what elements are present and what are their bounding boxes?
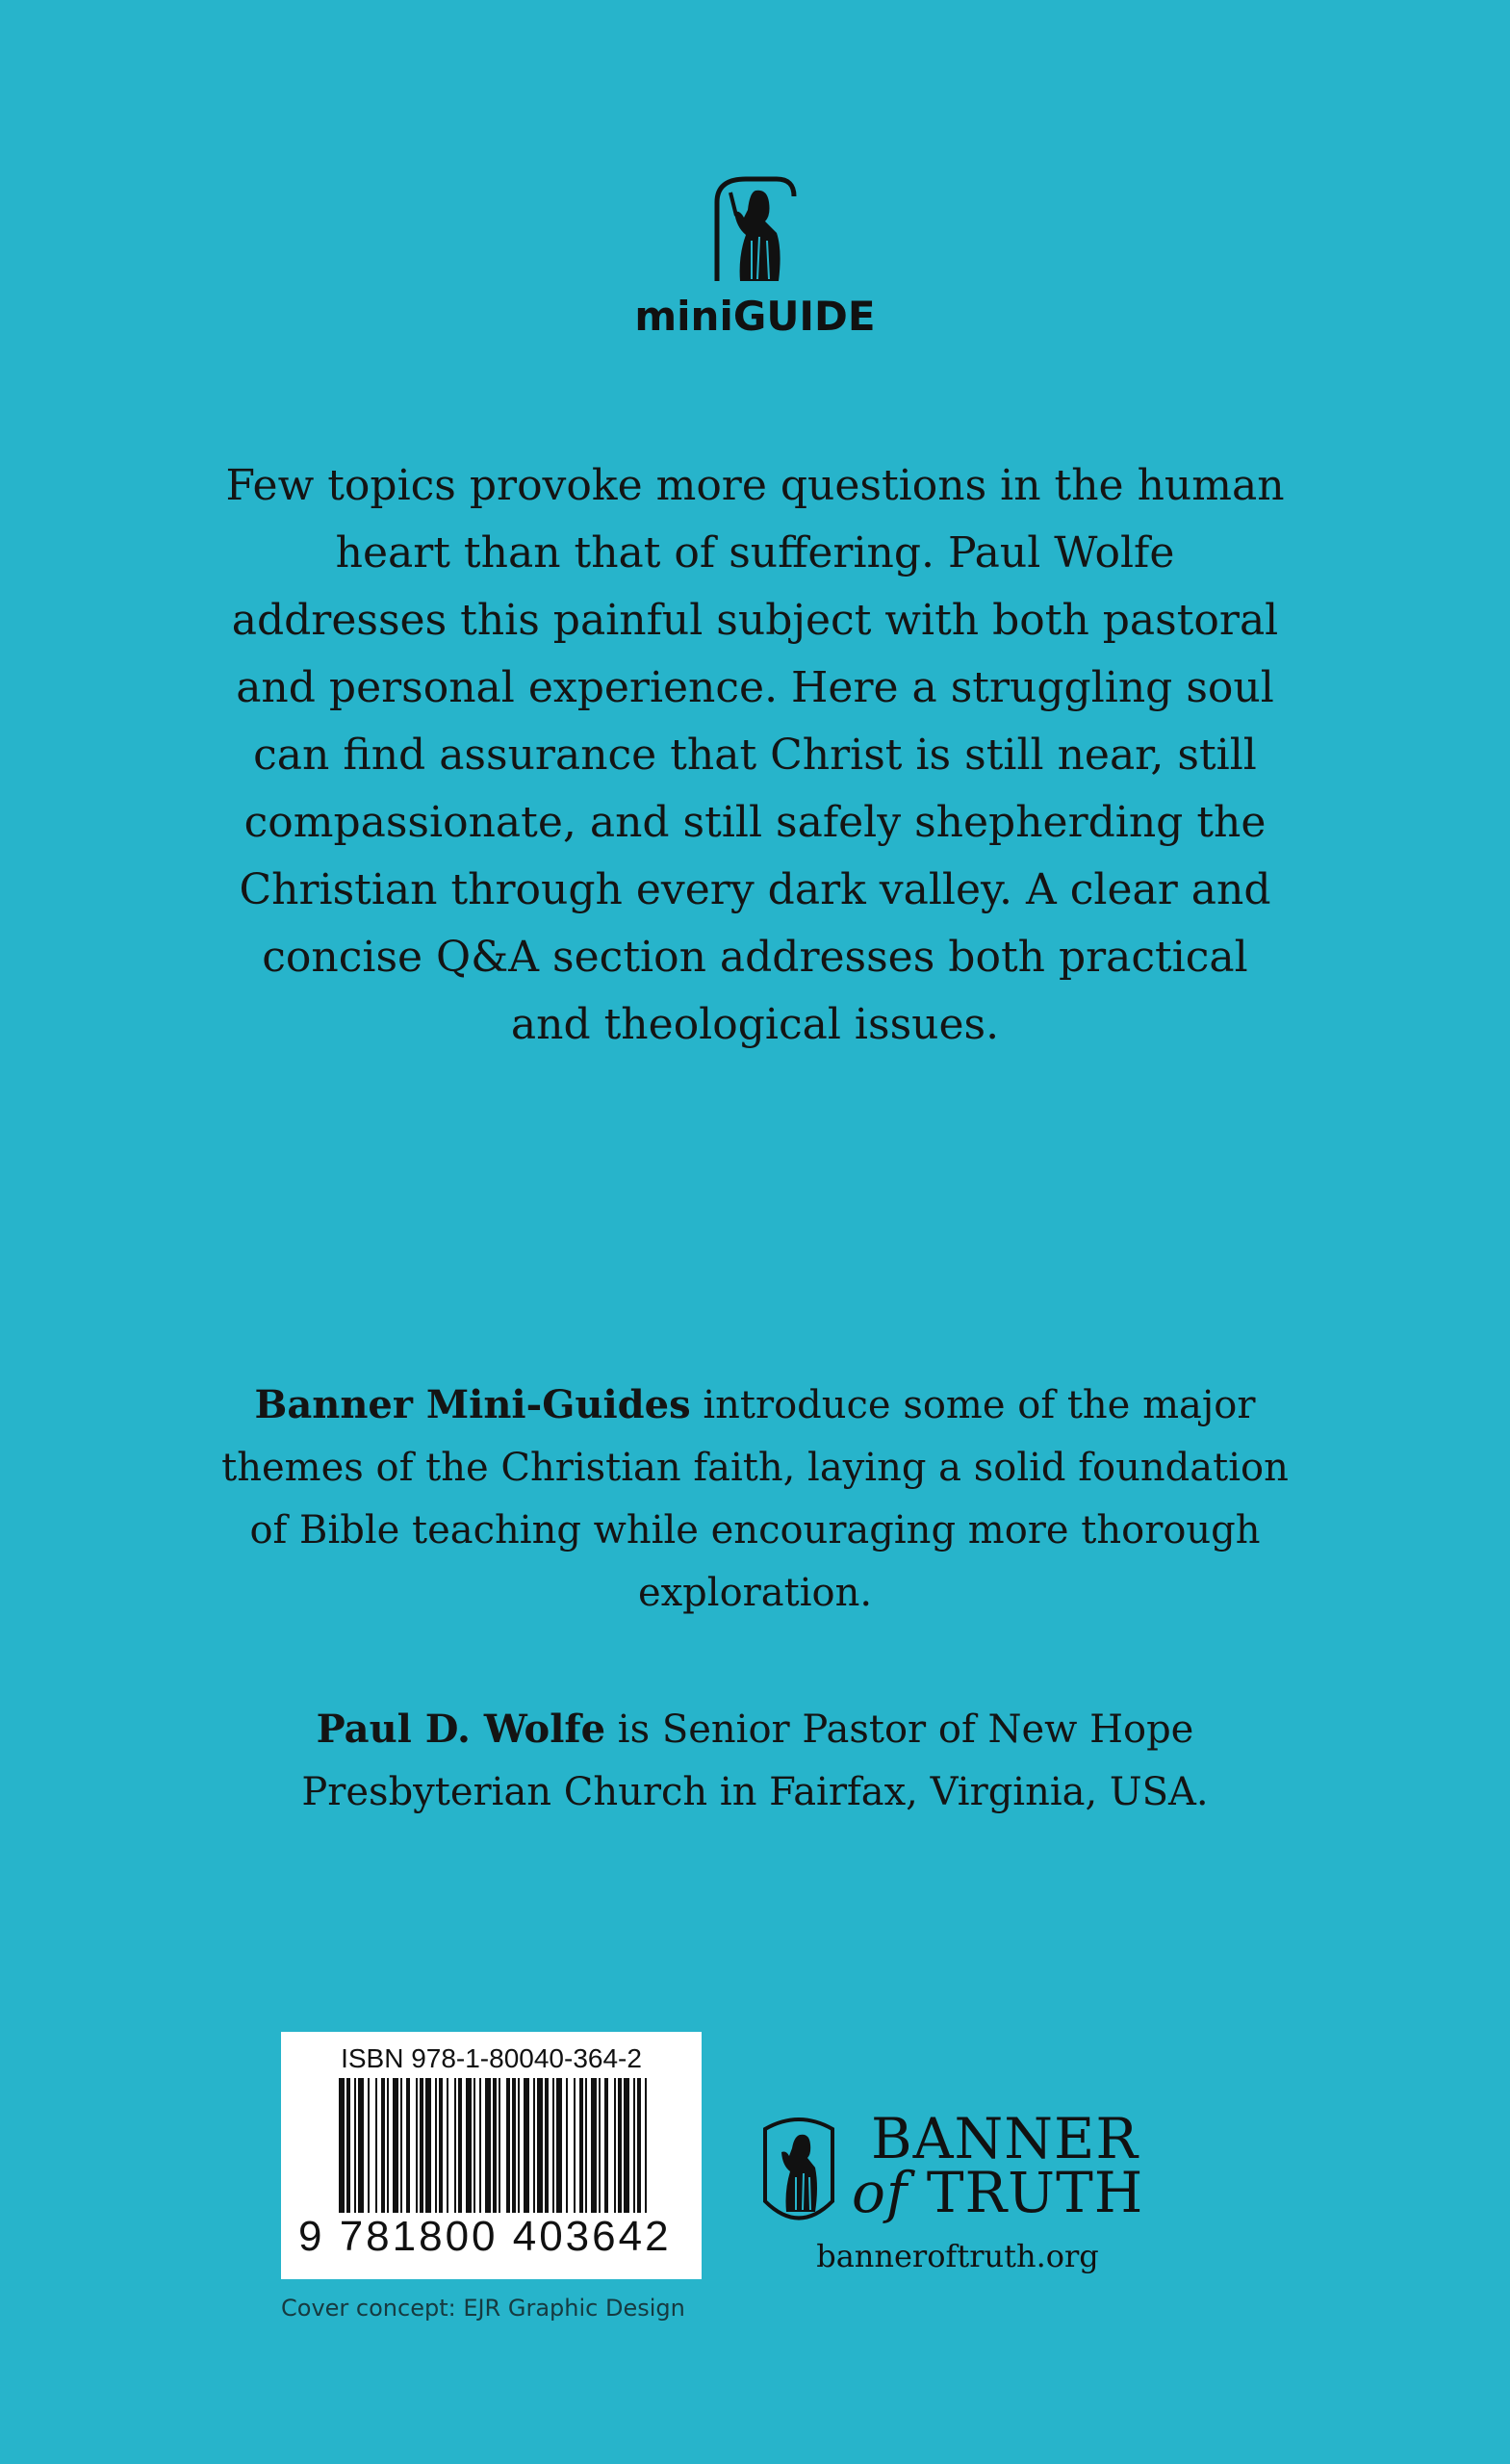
barcode-bar	[556, 2078, 562, 2213]
barcode-bar	[435, 2078, 437, 2213]
barcode-bar	[387, 2078, 389, 2213]
barcode-bar	[473, 2078, 475, 2213]
barcode-bar	[545, 2078, 549, 2213]
barcode-bar	[552, 2078, 554, 2213]
barcode-bar	[368, 2078, 370, 2213]
barcode-bar	[524, 2078, 529, 2213]
barcode-bar	[512, 2078, 516, 2213]
barcode-bar	[518, 2078, 520, 2213]
barcode-bar	[400, 2078, 402, 2213]
author-name: Paul D. Wolfe	[316, 1707, 606, 1752]
barcode-bar	[599, 2078, 601, 2213]
publisher-url: banneroftruth.org	[816, 2238, 1099, 2274]
barcode-bar	[566, 2078, 568, 2213]
minigude-logo	[0, 173, 1510, 340]
barcode-bar	[485, 2078, 491, 2213]
logo-text: miniGUIDE	[634, 293, 876, 340]
barcode-bar	[637, 2078, 641, 2213]
preacher-shield-icon	[755, 2110, 842, 2235]
barcode-bar	[447, 2078, 448, 2213]
barcode-bar	[346, 2078, 350, 2213]
barcode-bar	[574, 2078, 576, 2213]
barcode-bar	[579, 2078, 583, 2213]
barcode-bar	[354, 2078, 356, 2213]
barcode-bar	[537, 2078, 543, 2213]
barcode-bar	[339, 2078, 345, 2213]
publisher-name-line1: BANNER	[871, 2106, 1139, 2171]
publisher-of: of	[852, 2160, 909, 2225]
barcode-bar	[614, 2078, 616, 2213]
barcode-bar	[506, 2078, 510, 2213]
barcode-bar	[358, 2078, 364, 2213]
series-text: introduce some of the major themes of the Christian faith, laying a solid foundation of Bible teaching while encouraging more thorough exploration.	[221, 1383, 1289, 1615]
publisher-name-line2	[852, 2160, 1143, 2225]
preacher-arch-icon	[698, 173, 813, 289]
publisher-truth: TRUTH	[926, 2160, 1144, 2225]
barcode-bar	[585, 2078, 587, 2213]
barcode-bar	[416, 2078, 418, 2213]
barcode-bar	[439, 2078, 443, 2213]
cover-credit: Cover concept: EJR Graphic Design	[281, 2295, 685, 2322]
barcode	[281, 2032, 702, 2279]
barcode-bar	[458, 2078, 462, 2213]
barcode-bar	[393, 2078, 398, 2213]
barcode-bar	[493, 2078, 497, 2213]
barcode-bar	[425, 2078, 431, 2213]
barcode-bar	[466, 2078, 472, 2213]
author-bio	[221, 1698, 1289, 1824]
barcode-bar	[381, 2078, 385, 2213]
isbn-text: ISBN 978-1-80040-364-2	[341, 2043, 642, 2073]
barcode-bar	[479, 2078, 481, 2213]
barcode-bar	[454, 2078, 456, 2213]
barcode-bar	[591, 2078, 597, 2213]
barcode-bar	[624, 2078, 629, 2213]
barcode-bar	[499, 2078, 500, 2213]
barcode-bar	[633, 2078, 635, 2213]
barcode-digits: 9 781800 403642	[298, 2213, 672, 2260]
barcode-bar	[420, 2078, 423, 2213]
barcode-bar	[604, 2078, 608, 2213]
barcode-bar	[375, 2078, 377, 2213]
barcode-bar	[406, 2078, 410, 2213]
author-text: is Senior Pastor of New Hope Presbyterian Church in Fairfax, Virginia, USA.	[301, 1707, 1209, 1814]
barcode-bar	[533, 2078, 535, 2213]
barcode-bar	[618, 2078, 622, 2213]
series-description	[221, 1373, 1289, 1625]
book-description: Few topics provoke more questions in the human heart than that of suffering. Paul Wolfe addresses this painful subject with both pastoral and personal experience. Here a struggling soul can find assurance that Christ is still near, still compassionate, and still safely shepherding the Christian through every dark valley. A clear and concise Q&A section addresses both practical and theological issues.	[225, 461, 1285, 1049]
series-name: Banner Mini-Guides	[254, 1382, 691, 1427]
barcode-bar	[645, 2078, 647, 2213]
